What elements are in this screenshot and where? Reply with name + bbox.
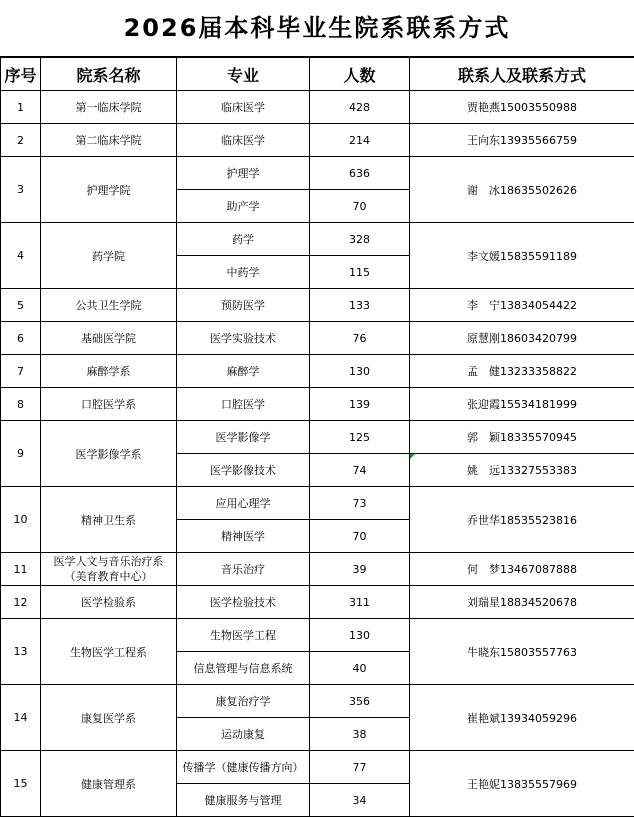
header-row [1, 58, 634, 91]
seq-cell: 6 [1, 322, 41, 355]
major-cell: 口腔医学 [177, 388, 310, 421]
major-cell: 预防医学 [177, 289, 310, 322]
dept-cell: 健康管理系 [41, 751, 177, 817]
seq-cell: 2 [1, 124, 41, 157]
contact-cell: 张迎霞15534181999 [410, 388, 634, 421]
seq-cell: 15 [1, 751, 41, 817]
seq-cell: 14 [1, 685, 41, 751]
major-cell: 生物医学工程 [177, 619, 310, 652]
major-cell: 助产学 [177, 190, 310, 223]
page-title: 2026届本科毕业生院系联系方式 [0, 0, 634, 57]
major-cell: 医学影像学 [177, 421, 310, 454]
major-cell: 临床医学 [177, 124, 310, 157]
count-cell: 130 [310, 355, 410, 388]
dept-cell: 医学影像学系 [41, 421, 177, 487]
seq-cell: 4 [1, 223, 41, 289]
dept-cell: 公共卫生学院 [41, 289, 177, 322]
major-cell: 药学 [177, 223, 310, 256]
header-major: 专业 [177, 58, 310, 91]
count-cell: 115 [310, 256, 410, 289]
header-seq: 序号 [1, 58, 41, 91]
dept-cell: 药学院 [41, 223, 177, 289]
dept-cell: 口腔医学系 [41, 388, 177, 421]
major-cell: 护理学 [177, 157, 310, 190]
contact-cell: 王艳妮13835557969 [410, 751, 634, 817]
dept-subtitle: （美育教育中心） [64, 570, 153, 583]
seq-cell: 3 [1, 157, 41, 223]
major-cell: 精神医学 [177, 520, 310, 553]
major-cell: 运动康复 [177, 718, 310, 751]
table-row [1, 91, 634, 124]
contact-cell: 乔世华18535523816 [410, 487, 634, 553]
contact-cell: 刘瑞星18834520678 [410, 586, 634, 619]
count-cell: 130 [310, 619, 410, 652]
table-row [1, 322, 634, 355]
count-cell: 139 [310, 388, 410, 421]
contact-cell: 崔艳斌13934059296 [410, 685, 634, 751]
count-cell: 428 [310, 91, 410, 124]
dept-cell: 生物医学工程系 [41, 619, 177, 685]
count-cell: 70 [310, 520, 410, 553]
count-cell: 40 [310, 652, 410, 685]
contact-cell: 何 梦13467087888 [410, 553, 634, 586]
count-cell: 38 [310, 718, 410, 751]
table-row [1, 124, 634, 157]
count-cell: 77 [310, 751, 410, 784]
contact-cell: 原慧刚18603420799 [410, 322, 634, 355]
major-cell: 应用心理学 [177, 487, 310, 520]
table-row [1, 685, 634, 718]
header-contact: 联系人及联系方式 [410, 58, 634, 91]
header-count: 人数 [310, 58, 410, 91]
count-cell: 74 [310, 454, 410, 487]
table-row [1, 355, 634, 388]
dept-cell [41, 553, 177, 586]
major-cell: 医学实验技术 [177, 322, 310, 355]
major-cell: 中药学 [177, 256, 310, 289]
seq-cell: 10 [1, 487, 41, 553]
major-cell: 音乐治疗 [177, 553, 310, 586]
count-cell: 34 [310, 784, 410, 817]
dept-cell: 第一临床学院 [41, 91, 177, 124]
table-row [1, 553, 634, 586]
contact-cell: 贾艳燕15003550988 [410, 91, 634, 124]
count-cell: 133 [310, 289, 410, 322]
count-cell: 636 [310, 157, 410, 190]
table-row [1, 421, 634, 454]
seq-cell: 5 [1, 289, 41, 322]
seq-cell: 12 [1, 586, 41, 619]
dept-cell: 基础医学院 [41, 322, 177, 355]
major-cell: 麻醉学 [177, 355, 310, 388]
seq-cell: 9 [1, 421, 41, 487]
seq-cell: 8 [1, 388, 41, 421]
contact-cell: 谢 冰18635502626 [410, 157, 634, 223]
seq-cell: 1 [1, 91, 41, 124]
major-cell: 传播学（健康传播方向） [177, 751, 310, 784]
contact-cell: 李文媛15835591189 [410, 223, 634, 289]
table-row [1, 751, 634, 784]
dept-name: 医学人文与音乐治疗系 [53, 555, 164, 568]
major-cell: 健康服务与管理 [177, 784, 310, 817]
table-body [1, 91, 634, 817]
count-cell: 70 [310, 190, 410, 223]
contact-cell: 孟 健13233358822 [410, 355, 634, 388]
dept-cell: 第二临床学院 [41, 124, 177, 157]
seq-cell: 11 [1, 553, 41, 586]
count-cell: 328 [310, 223, 410, 256]
count-cell: 39 [310, 553, 410, 586]
cell-comment-marker [410, 454, 415, 459]
table-row [1, 619, 634, 652]
major-cell: 临床医学 [177, 91, 310, 124]
major-cell: 医学检验技术 [177, 586, 310, 619]
seq-cell: 13 [1, 619, 41, 685]
header-dept: 院系名称 [41, 58, 177, 91]
table-row [1, 289, 634, 322]
table-row [1, 157, 634, 190]
count-cell: 356 [310, 685, 410, 718]
contact-cell: 郭 颖18335570945 [410, 421, 634, 454]
table-row [1, 388, 634, 421]
count-cell: 76 [310, 322, 410, 355]
count-cell: 311 [310, 586, 410, 619]
table-row [1, 223, 634, 256]
count-cell: 125 [310, 421, 410, 454]
count-cell: 73 [310, 487, 410, 520]
major-cell: 医学影像技术 [177, 454, 310, 487]
seq-cell: 7 [1, 355, 41, 388]
dept-cell: 康复医学系 [41, 685, 177, 751]
major-cell: 信息管理与信息系统 [177, 652, 310, 685]
contact-cell: 姚 远13327553383 [410, 454, 634, 487]
dept-cell: 护理学院 [41, 157, 177, 223]
contact-cell: 牛晓东15803557763 [410, 619, 634, 685]
contact-cell: 李 宁13834054422 [410, 289, 634, 322]
dept-cell: 医学检验系 [41, 586, 177, 619]
major-cell: 康复治疗学 [177, 685, 310, 718]
count-cell: 214 [310, 124, 410, 157]
table-row [1, 487, 634, 520]
table-row [1, 586, 634, 619]
dept-cell: 精神卫生系 [41, 487, 177, 553]
dept-cell: 麻醉学系 [41, 355, 177, 388]
contact-cell: 王向东13935566759 [410, 124, 634, 157]
contact-table [0, 57, 634, 817]
